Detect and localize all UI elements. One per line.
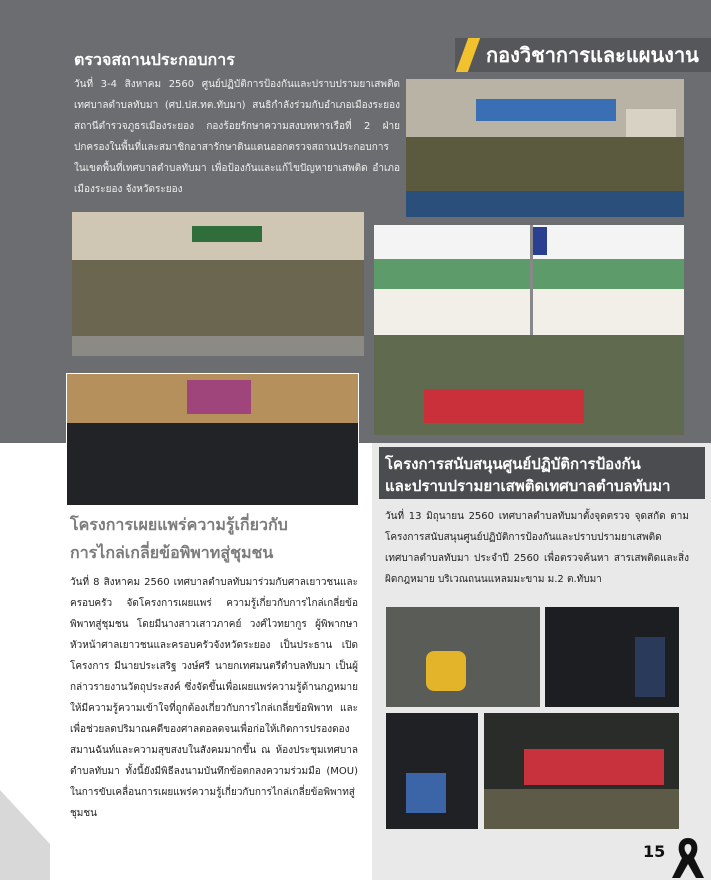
photo-group-building: [72, 212, 364, 356]
photo-night-banner-group: [484, 713, 679, 829]
section2-body: วันที่ 13 มิถุนายน 2560 เทศบาลตำบลทับมาตั้งจุดตรวจ จุดสกัด ตามโครงการสนับสนุนศูนย์ปฏิบัติการป้องกันและปราบปรามยาเสพติดเทศบาลตำบลทับมา ประจำปี 2560 เพื่อตรวจค้นหา สารเสพติดและสิ่งผิดกฎหมาย บริเวณถนนแหลมมะขาม ม.2 ต.ทับมา: [385, 511, 689, 585]
section3-body: วันที่ 8 สิงหาคม 2560 เทศบาลตำบลทับมาร่วมกับศาลเยาวชนและครอบครัว จัดโครงการเผยแพร่ ความรู้เกี่ยวกับการไกล่เกลี่ยข้อพิพาทสู่ชุมชน โดยมีนางสาวเสาวภาคย์ วงศ์ไวทยากูร ผู้พิพากษาหัวหน้าศาลเยาวชนและครอบครัวจังหวัดระยอง เป็นประธาน เปิดโครงการ มีนายประเสริฐ วงษ์ศรี นายกเทศมนตรีตำบลทับมา เป็นผู้กล่าวรายงานวัตถุประสงค์ ซึ่งจัดขึ้นเพื่อเผยแพร่ความรู้ด้านกฎหมาย ให้มีความรู้ความเข้าใจที่ถูกต้องเกี่ยวกับการไกล่เกลี่ยข้อพิพาท และเพื่อช่วยลดปริมาณคดีของศาลตอลดจนเพื่อก่อให้เกิดการปรองดองสมานฉันท์และความสุขสงบในสังคมมากขึ้น ณ ห้องประชุมเทศบาลตำบลทับมา ทั้งนี้ยังมีพิธีลงนามบันทึกข้อตกลงความร่วมมือ (MOU) ในการขับเคลื่อนการเผยแพร่ความรู้เกี่ยวกับการไกล่เกลี่ยข้อพิพาทสู่ชุมชน: [70, 577, 358, 819]
section3-title-line2: การไกล่เกลี่ยข้อพิพาทสู่ชุมชน: [70, 543, 274, 562]
photo-checkpoint-night: [545, 607, 679, 707]
page-number: 15: [643, 842, 666, 861]
black-mourning-ribbon-icon: [668, 836, 708, 880]
photo-night-inspection: [386, 713, 478, 829]
corner-decoration: [0, 790, 50, 880]
photo-indoor-group: [66, 373, 359, 506]
photo-meeting-table: [406, 79, 684, 217]
section3-title-line1: โครงการเผยแพร่ความรู้เกี่ยวกับ: [70, 515, 288, 534]
section2-title-line2: และปราบปรามยาเสพติดเทศบาลตำบลทับมา: [385, 477, 671, 495]
photo-flag-building: [374, 225, 684, 435]
department-title: กองวิชาการและแผนงาน: [486, 43, 699, 67]
section1-body: วันที่ 3-4 สิงหาคม 2560 ศูนย์ปฏิบัติการป้องกันและปราบปรามยาเสพติดเทศบาลตำบลทับมา (ศป.ปส.ทต.ทับมา) สนธิกำลังร่วมกับอำเภอเมืองระยอง สถานีตำรวจภูธรเมืองระยอง กองร้อยรักษาความสงบทหารเรือที่ 2 ฝ่ายปกครองในพื้นที่และสมาชิกอาสารักษาดินแดนออกตรวจสถานประกอบการ ในเขตพื้นที่เทศบาลตำบลทับมา เพื่อป้องกันและแก้ไขปัญหายาเสพติด อำเภอเมืองระยอง จังหวัดระยอง: [74, 79, 400, 195]
section2-title-line1: โครงการสนับสนุนศูนย์ปฏิบัติการป้องกัน: [385, 455, 641, 473]
photo-checkpoint-motorbike: [386, 607, 540, 707]
section1-title: ตรวจสถานประกอบการ: [74, 50, 235, 69]
